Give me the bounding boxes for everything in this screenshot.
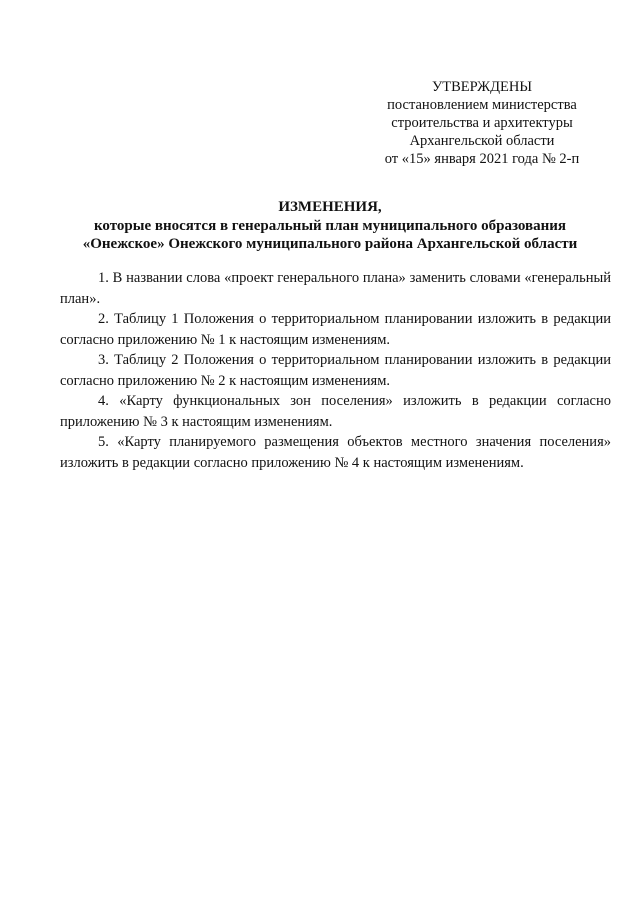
approval-date-number: от «15» января 2021 года № 2-п (384, 151, 580, 167)
approval-stamp (372, 78, 592, 168)
title-subtitle-line: которые вносятся в генеральный план муниципального образования (93, 217, 567, 234)
document-body (60, 268, 611, 473)
list-item: 4. «Карту функциональных зон поселения» изложить в редакции согласно приложению № 3 к настоящим изменениям. (60, 393, 611, 430)
list-item: 3. Таблицу 2 Положения о территориальном планировании изложить в редакции согласно приложению № 2 к настоящим изменениям. (60, 352, 611, 389)
approval-heading: УТВЕРЖДЕНЫ (431, 79, 533, 95)
approval-authority-line: строительства и архитектуры (391, 115, 573, 131)
list-item: 5. «Карту планируемого размещения объектов местного значения поселения» изложить в редакции согласно приложению № 4 к настоящим изменениям. (60, 434, 611, 471)
approval-region-line: Архангельской области (409, 133, 555, 149)
list-item: 1. В названии слова «проект генерального плана» заменить словами «генеральный план». (60, 270, 611, 307)
title-heading: ИЗМЕНЕНИЯ, (278, 199, 382, 215)
list-item: 2. Таблицу 1 Положения о территориальном планировании изложить в редакции согласно приложению № 1 к настоящим изменениям. (60, 311, 611, 348)
approval-authority-line: постановлением министерства (387, 97, 577, 113)
document-title (40, 198, 620, 254)
title-subtitle-line: «Онежское» Онежского муниципального района Архангельской области (82, 236, 578, 252)
